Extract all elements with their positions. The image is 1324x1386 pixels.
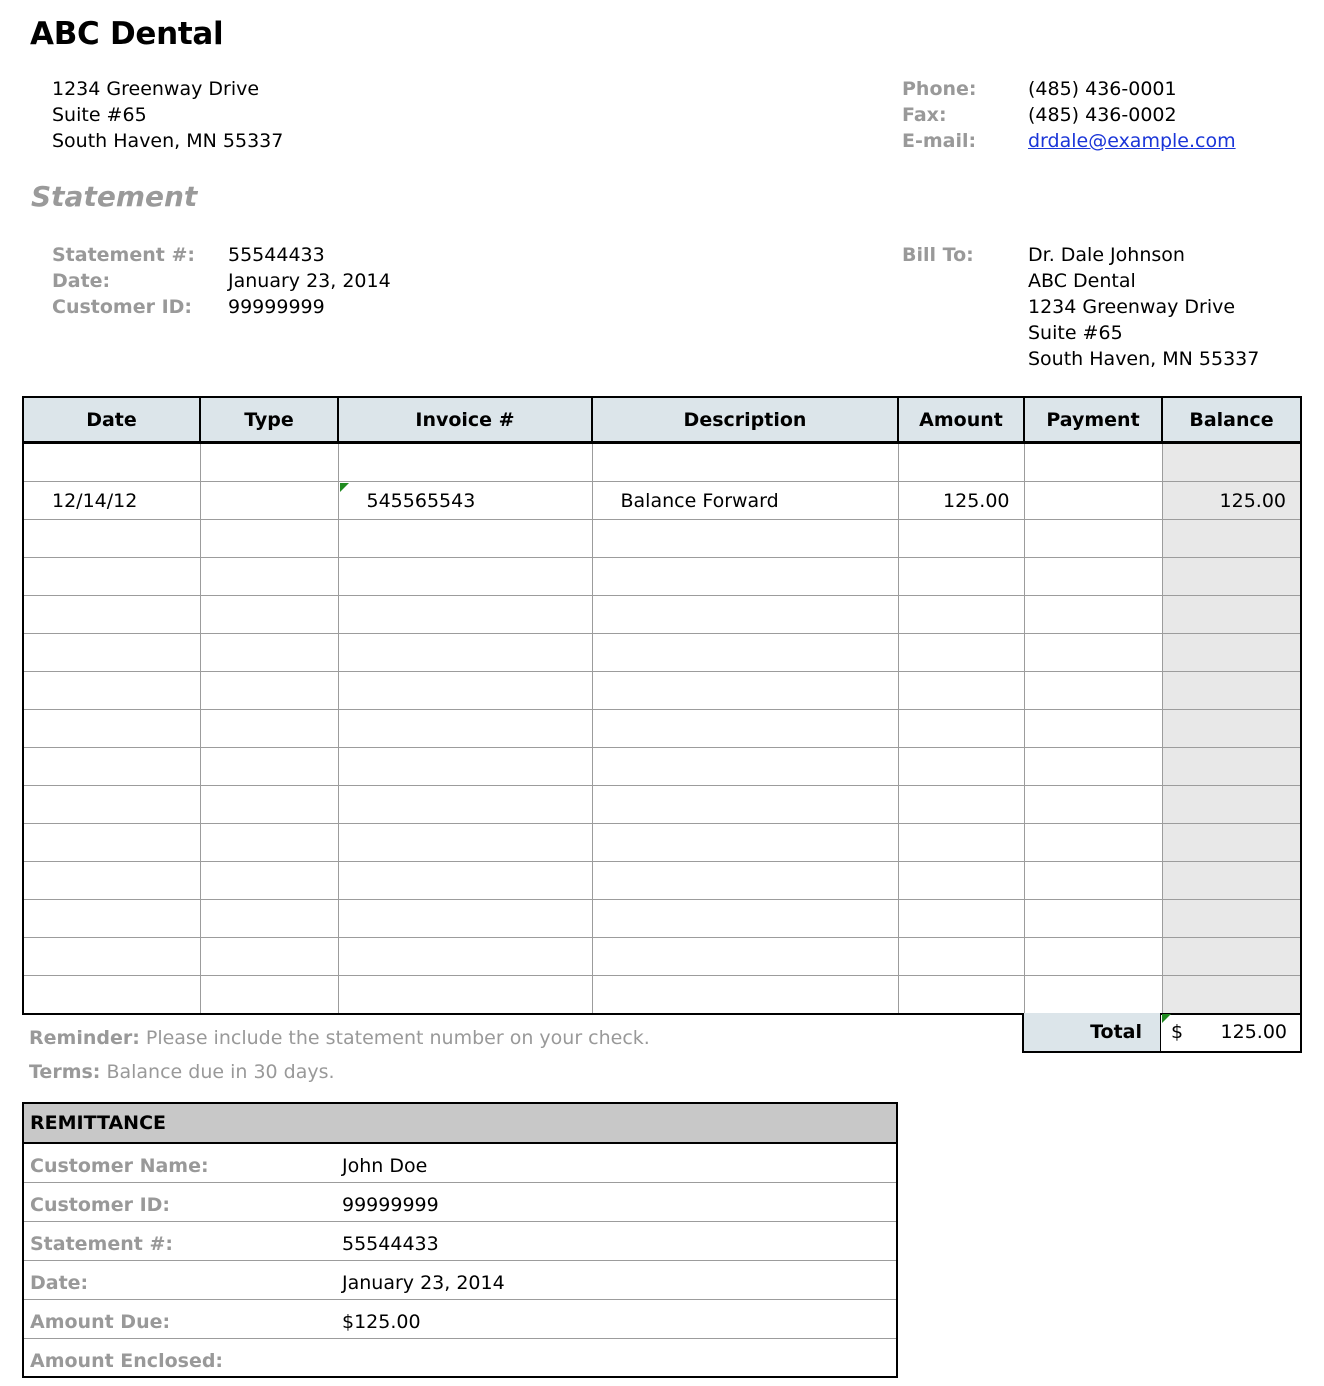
statement-date-label: Date:	[52, 270, 111, 292]
col-header-invoice: Invoice #	[338, 397, 592, 443]
remittance-label: Date:	[30, 1272, 89, 1294]
cell-amount[interactable]	[898, 900, 1024, 938]
cell-balance[interactable]	[1162, 786, 1301, 824]
cell-payment[interactable]	[1024, 900, 1162, 938]
cell-date[interactable]	[23, 786, 200, 824]
table-row	[23, 938, 1301, 976]
cell-balance[interactable]	[1162, 938, 1301, 976]
cell-amount[interactable]	[898, 634, 1024, 672]
statement-date-value: January 23, 2014	[228, 270, 391, 292]
email-label: E-mail:	[902, 130, 977, 152]
cell-amount[interactable]	[898, 443, 1024, 482]
cell-date[interactable]	[23, 900, 200, 938]
terms-text: Balance due in 30 days.	[106, 1061, 335, 1083]
total-box	[1022, 1013, 1302, 1053]
cell-type[interactable]	[200, 900, 338, 938]
cell-description[interactable]	[592, 710, 898, 748]
col-header-balance: Balance	[1162, 397, 1301, 443]
cell-balance[interactable]: 125.00	[1162, 482, 1301, 520]
cell-payment[interactable]	[1024, 558, 1162, 596]
cell-type[interactable]	[200, 748, 338, 786]
cell-description[interactable]	[592, 976, 898, 1015]
cell-balance[interactable]	[1162, 520, 1301, 558]
cell-payment[interactable]	[1024, 938, 1162, 976]
cell-date[interactable]	[23, 710, 200, 748]
col-header-type: Type	[200, 397, 338, 443]
statement-number-label: Statement #:	[52, 244, 195, 266]
table-row	[23, 900, 1301, 938]
contact-labels	[902, 76, 977, 154]
cell-description[interactable]: Balance Forward	[592, 482, 898, 520]
cell-description[interactable]	[592, 672, 898, 710]
remittance-value[interactable]: $125.00	[342, 1311, 421, 1333]
statement-title: Statement	[31, 180, 198, 213]
customer-id-label: Customer ID:	[52, 296, 193, 318]
cell-payment[interactable]	[1024, 824, 1162, 862]
cell-description[interactable]	[592, 443, 898, 482]
cell-date[interactable]	[23, 558, 200, 596]
bill-to-line: ABC Dental	[1028, 270, 1136, 292]
table-row	[23, 672, 1301, 710]
col-header-date: Date	[23, 397, 200, 443]
table-row	[23, 520, 1301, 558]
cell-invoice[interactable]	[338, 558, 592, 596]
cell-description[interactable]	[592, 900, 898, 938]
cell-payment[interactable]	[1024, 520, 1162, 558]
cell-type[interactable]	[200, 710, 338, 748]
table-row	[23, 558, 1301, 596]
cell-amount[interactable]	[898, 748, 1024, 786]
cell-date[interactable]	[23, 938, 200, 976]
cell-description[interactable]	[592, 558, 898, 596]
cell-amount[interactable]	[898, 558, 1024, 596]
cell-amount[interactable]	[898, 862, 1024, 900]
email-link[interactable]: drdale@example.com	[1028, 130, 1236, 152]
cell-type[interactable]	[200, 672, 338, 710]
cell-type[interactable]	[200, 976, 338, 1015]
cell-balance[interactable]	[1162, 672, 1301, 710]
cell-type[interactable]	[200, 824, 338, 862]
col-header-payment: Payment	[1024, 397, 1162, 443]
company-address	[52, 76, 283, 154]
remittance-row	[24, 1300, 896, 1339]
remittance-label: Amount Enclosed:	[30, 1350, 224, 1372]
statement-meta-values	[228, 242, 391, 320]
remittance-label: Customer ID:	[30, 1194, 171, 1216]
cell-date[interactable]: 12/14/12	[23, 482, 200, 520]
cell-payment[interactable]	[1024, 672, 1162, 710]
table-row	[23, 596, 1301, 634]
cell-date[interactable]	[23, 824, 200, 862]
total-value: 125.00	[1220, 1021, 1287, 1043]
remittance-row	[24, 1261, 896, 1300]
cell-invoice[interactable]	[338, 900, 592, 938]
cell-description[interactable]	[592, 824, 898, 862]
cell-type[interactable]	[200, 862, 338, 900]
table-row	[23, 976, 1301, 1015]
cell-balance[interactable]	[1162, 862, 1301, 900]
total-value-cell[interactable]	[1161, 1013, 1300, 1051]
cell-description[interactable]	[592, 596, 898, 634]
customer-id-value: 99999999	[228, 296, 325, 318]
cell-date[interactable]	[23, 520, 200, 558]
cell-payment[interactable]	[1024, 596, 1162, 634]
table-row	[23, 634, 1301, 672]
cell-date[interactable]	[23, 748, 200, 786]
bill-to-line: South Haven, MN 55337	[1028, 348, 1260, 370]
cell-type[interactable]	[200, 596, 338, 634]
remittance-section	[22, 1102, 898, 1378]
cell-balance[interactable]	[1162, 976, 1301, 1015]
cell-amount[interactable]	[898, 976, 1024, 1015]
cell-type[interactable]	[200, 520, 338, 558]
cell-amount[interactable]	[898, 596, 1024, 634]
transactions-table	[22, 396, 1302, 1015]
cell-invoice[interactable]	[338, 786, 592, 824]
remittance-value[interactable]: John Doe	[342, 1155, 428, 1177]
remittance-row	[24, 1222, 896, 1261]
terms-note	[29, 1061, 335, 1083]
cell-invoice[interactable]	[338, 938, 592, 976]
cell-description[interactable]	[592, 862, 898, 900]
cell-description[interactable]	[592, 786, 898, 824]
cell-amount[interactable]: 125.00	[898, 482, 1024, 520]
cell-payment[interactable]	[1024, 786, 1162, 824]
table-row	[23, 748, 1301, 786]
cell-amount[interactable]	[898, 938, 1024, 976]
cell-invoice[interactable]	[338, 482, 592, 520]
cell-description[interactable]	[592, 938, 898, 976]
remittance-row	[24, 1183, 896, 1222]
table-row	[23, 482, 1301, 520]
cell-invoice[interactable]	[338, 976, 592, 1015]
table-row	[23, 786, 1301, 824]
table-row	[23, 824, 1301, 862]
address-line-2: Suite #65	[52, 104, 147, 126]
cell-type[interactable]	[200, 634, 338, 672]
cell-balance[interactable]	[1162, 558, 1301, 596]
comment-indicator-icon	[340, 483, 349, 492]
fax-value: (485) 436-0002	[1028, 104, 1177, 126]
cell-invoice[interactable]	[338, 710, 592, 748]
cell-date[interactable]	[23, 596, 200, 634]
cell-date[interactable]	[23, 976, 200, 1015]
remittance-value[interactable]: January 23, 2014	[342, 1272, 505, 1294]
remittance-label: Statement #:	[30, 1233, 173, 1255]
phone-value: (485) 436-0001	[1028, 78, 1177, 100]
cell-invoice[interactable]	[338, 748, 592, 786]
remittance-title: REMITTANCE	[24, 1104, 896, 1144]
total-currency: $	[1171, 1021, 1184, 1043]
cell-type[interactable]	[200, 482, 338, 520]
cell-payment[interactable]	[1024, 482, 1162, 520]
cell-balance[interactable]	[1162, 634, 1301, 672]
cell-invoice[interactable]	[338, 520, 592, 558]
cell-invoice[interactable]	[338, 672, 592, 710]
bill-to-line: 1234 Greenway Drive	[1028, 296, 1236, 318]
remittance-row	[24, 1339, 896, 1376]
total-label: Total	[1024, 1013, 1161, 1051]
cell-balance[interactable]	[1162, 748, 1301, 786]
table-row	[23, 862, 1301, 900]
cell-type[interactable]	[200, 786, 338, 824]
cell-invoice[interactable]	[338, 443, 592, 482]
cell-balance[interactable]	[1162, 443, 1301, 482]
remittance-label: Customer Name:	[30, 1155, 209, 1177]
reminder-note	[29, 1027, 650, 1049]
remittance-label: Amount Due:	[30, 1311, 171, 1333]
cell-payment[interactable]	[1024, 862, 1162, 900]
cell-type[interactable]	[200, 443, 338, 482]
remittance-value[interactable]: 55544433	[342, 1233, 439, 1255]
cell-type[interactable]	[200, 558, 338, 596]
col-header-amount: Amount	[898, 397, 1024, 443]
cell-date[interactable]	[23, 862, 200, 900]
address-line-1: 1234 Greenway Drive	[52, 78, 260, 100]
cell-invoice[interactable]	[338, 824, 592, 862]
bill-to-line: Dr. Dale Johnson	[1028, 244, 1185, 266]
cell-payment[interactable]	[1024, 634, 1162, 672]
cell-type[interactable]	[200, 938, 338, 976]
statement-meta-labels	[52, 242, 195, 320]
fax-label: Fax:	[902, 104, 947, 126]
statement-number-value: 55544433	[228, 244, 325, 266]
table-header-row	[23, 397, 1301, 443]
table-row	[23, 443, 1301, 482]
cell-amount[interactable]	[898, 824, 1024, 862]
reminder-label: Reminder:	[29, 1027, 140, 1049]
cell-amount[interactable]	[898, 710, 1024, 748]
cell-date[interactable]	[23, 672, 200, 710]
bill-to-address	[1028, 242, 1259, 372]
cell-description[interactable]	[592, 748, 898, 786]
cell-payment[interactable]	[1024, 710, 1162, 748]
cell-payment[interactable]	[1024, 976, 1162, 1015]
company-name: ABC Dental	[30, 16, 224, 52]
address-line-3: South Haven, MN 55337	[52, 130, 284, 152]
terms-label: Terms:	[29, 1061, 101, 1083]
cell-invoice[interactable]	[338, 862, 592, 900]
cell-payment[interactable]	[1024, 443, 1162, 482]
cell-invoice[interactable]	[338, 596, 592, 634]
cell-amount[interactable]	[898, 520, 1024, 558]
reminder-text: Please include the statement number on your check.	[145, 1027, 650, 1049]
cell-invoice[interactable]	[338, 634, 592, 672]
cell-date[interactable]	[23, 443, 200, 482]
cell-description[interactable]	[592, 634, 898, 672]
cell-payment[interactable]	[1024, 748, 1162, 786]
cell-date[interactable]	[23, 634, 200, 672]
cell-balance[interactable]	[1162, 900, 1301, 938]
cell-description[interactable]	[592, 520, 898, 558]
cell-balance[interactable]	[1162, 824, 1301, 862]
cell-invoice-text: 545565543	[366, 489, 476, 512]
cell-amount[interactable]	[898, 672, 1024, 710]
remittance-row	[24, 1144, 896, 1183]
remittance-value[interactable]: 99999999	[342, 1194, 439, 1216]
comment-indicator-icon	[1162, 1014, 1171, 1023]
col-header-description: Description	[592, 397, 898, 443]
bill-to-label: Bill To:	[902, 244, 974, 266]
table-row	[23, 710, 1301, 748]
bill-to-line: Suite #65	[1028, 322, 1123, 344]
contact-values	[1028, 76, 1236, 154]
phone-label: Phone:	[902, 78, 977, 100]
cell-balance[interactable]	[1162, 596, 1301, 634]
cell-balance[interactable]	[1162, 710, 1301, 748]
cell-amount[interactable]	[898, 786, 1024, 824]
